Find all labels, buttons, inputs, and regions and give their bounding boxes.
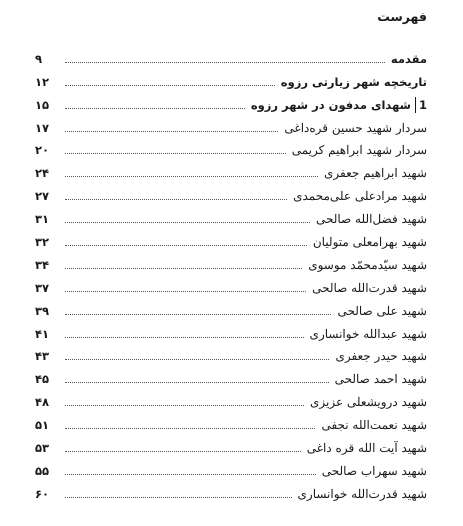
- toc-entry[interactable]: [35, 456, 427, 479]
- dot-leader: [65, 450, 301, 452]
- toc-entry-label: [281, 74, 427, 90]
- toc-entry-text: شهدای مدفون در شهر رزوه: [250, 97, 411, 112]
- toc-entry-label: [312, 280, 427, 296]
- toc-entry[interactable]: [35, 250, 427, 273]
- dot-leader: [65, 290, 306, 292]
- toc-page-number: ۳۲: [35, 235, 50, 250]
- toc-entry[interactable]: [35, 273, 427, 296]
- toc-entry-label: [298, 486, 428, 502]
- toc-entry-text: شهید علی صالحی: [337, 303, 427, 318]
- toc-entry-label: [391, 51, 427, 67]
- toc-entry-text: شهید مرادعلی علی‌محمدی: [293, 189, 427, 204]
- toc-page-number: ۵۱: [35, 418, 50, 433]
- dot-leader: [65, 84, 275, 86]
- dot-leader: [65, 404, 304, 406]
- toc-entry[interactable]: [35, 67, 427, 90]
- toc-entry[interactable]: [35, 90, 427, 113]
- toc-page-number: ۴۸: [35, 395, 50, 410]
- dot-leader: [65, 198, 287, 200]
- dot-leader: [65, 473, 316, 475]
- dot-leader: [65, 267, 302, 269]
- toc-entry-text: شهید آیت الله قره داغی: [306, 441, 427, 456]
- toc-page-number: ۴۳: [35, 349, 50, 364]
- dot-leader: [65, 107, 245, 109]
- toc-page-number: ۳۹: [35, 303, 50, 318]
- toc-entry-label: [293, 188, 427, 204]
- toc-list: [35, 44, 427, 502]
- toc-page-number: ۳۷: [35, 280, 50, 295]
- toc-entry-text: شهید عبدالله خوانساری: [309, 326, 427, 341]
- toc-entry[interactable]: [35, 410, 427, 433]
- toc-entry[interactable]: [35, 44, 427, 67]
- toc-entry-text: شهید فضل‌الله صالحی: [315, 212, 427, 227]
- toc-entry-label: [335, 371, 427, 387]
- toc-entry-text: شهید نعمت‌الله نجفی: [321, 418, 427, 433]
- dot-leader: [65, 313, 331, 315]
- toc-entry-text: شهید حیدر جعفری: [335, 349, 427, 364]
- toc-entry-text: شهید سیّدمحمّد موسوی: [308, 257, 427, 272]
- toc-entry-text: شهید سهراب صالحی: [321, 463, 427, 478]
- toc-entry[interactable]: [35, 479, 427, 502]
- dot-leader: [65, 336, 304, 338]
- dot-leader: [65, 358, 329, 360]
- toc-entry-label: [310, 394, 427, 410]
- toc-page-number: ۶۰: [35, 486, 50, 501]
- toc-page-number: ۲۴: [35, 166, 50, 181]
- toc-entry-text: شهید درویشعلی عزیزی: [309, 395, 427, 410]
- toc-entry-label: [313, 234, 427, 250]
- toc-page-number: ۲۰: [35, 143, 50, 158]
- toc-entry-label: [251, 97, 427, 113]
- section-number: 1: [415, 97, 427, 113]
- toc-page-number: ۱۵: [35, 97, 50, 112]
- toc-entry-text: سردار شهید ابراهیم کریمی: [291, 143, 427, 158]
- toc-entry[interactable]: [35, 387, 427, 410]
- toc-entry-label: [310, 326, 427, 342]
- toc-entry[interactable]: [35, 204, 427, 227]
- toc-entry[interactable]: [35, 113, 427, 136]
- toc-entry-label: [316, 211, 427, 227]
- toc-entry-text: تاریخچه شهر زیارتی رزوه: [280, 74, 427, 89]
- toc-entry[interactable]: [35, 364, 427, 387]
- dot-leader: [65, 152, 286, 154]
- toc-entry-label: [284, 120, 427, 136]
- dot-leader: [65, 130, 278, 132]
- toc-page-number: ۴۵: [35, 372, 50, 387]
- toc-entry-text: شهید ابراهیم جعفری: [324, 166, 427, 181]
- toc-entry-label: [308, 257, 427, 273]
- toc-entry[interactable]: [35, 158, 427, 181]
- toc-entry[interactable]: [35, 342, 427, 365]
- toc-page-number: ۴۱: [35, 326, 50, 341]
- toc-entry-label: [307, 440, 427, 456]
- toc-entry-label: [321, 417, 427, 433]
- toc-entry-text: شهید احمد صالحی: [334, 372, 427, 387]
- dot-leader: [65, 381, 329, 383]
- toc-entry-label: [337, 303, 427, 319]
- toc-page-number: ۱۲: [35, 74, 50, 89]
- toc-entry[interactable]: [35, 136, 427, 159]
- dot-leader: [65, 427, 315, 429]
- toc-entry[interactable]: [35, 296, 427, 319]
- toc-entry-label: [324, 165, 427, 181]
- toc-entry-text: مقدمه: [390, 51, 427, 66]
- toc-entry-label: [292, 142, 427, 158]
- toc-entry-text: شهید قدرت‌الله صالحی: [312, 280, 427, 295]
- toc-page-number: ۳۴: [35, 257, 50, 272]
- toc-entry-label: [322, 463, 427, 479]
- dot-leader: [65, 221, 310, 223]
- toc-page-number: ۵۳: [35, 441, 50, 456]
- toc-page-number: ۱۷: [35, 120, 50, 135]
- toc-entry[interactable]: [35, 433, 427, 456]
- toc-entry-text: شهید قدرت‌الله خوانساری: [297, 486, 427, 501]
- dot-leader: [65, 496, 292, 498]
- dot-leader: [65, 244, 307, 246]
- toc-entry[interactable]: [35, 319, 427, 342]
- toc-page-number: ۲۷: [35, 189, 50, 204]
- dot-leader: [65, 175, 318, 177]
- toc-entry[interactable]: [35, 227, 427, 250]
- toc-page-number: ۳۱: [35, 212, 50, 227]
- toc-entry-text: سردار شهید حسین قره‌داغی: [284, 120, 427, 135]
- toc-page-number: ۹: [35, 51, 43, 66]
- toc-entry[interactable]: [35, 181, 427, 204]
- toc-page-number: ۵۵: [35, 463, 50, 478]
- toc-entry-text: شهید بهرامعلی متولیان: [312, 235, 427, 250]
- toc-entry-label: [335, 348, 427, 364]
- dot-leader: [65, 61, 385, 63]
- toc-title: فهرست: [377, 9, 427, 24]
